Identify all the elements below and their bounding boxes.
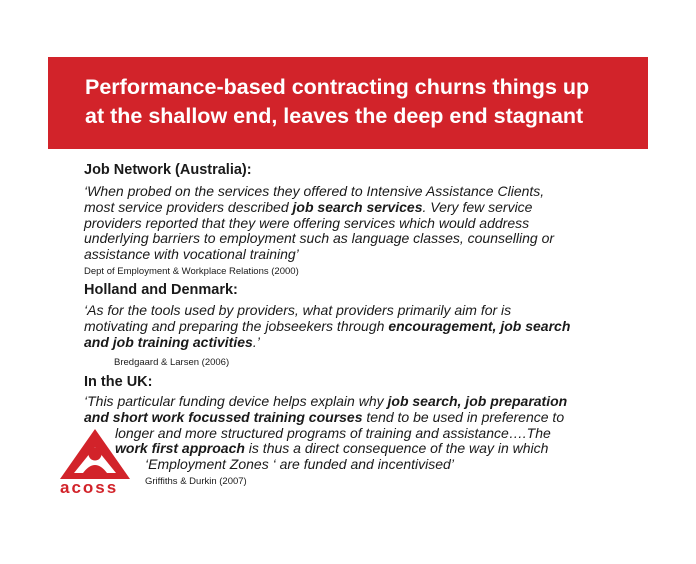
quote-line: assistance with vocational training’ <box>84 246 299 263</box>
citation-holland-denmark: Bredgaard & Larsen (2006) <box>114 357 230 368</box>
quote-australia <box>84 184 619 263</box>
quote-line: and short work focussed training courses tend to be used in preference to <box>84 408 565 425</box>
section-heading-australia: Job Network (Australia): <box>84 162 252 178</box>
citation-australia: Dept of Employment & Workplace Relations (2000) <box>84 266 299 277</box>
quote-line: underlying barriers to employment such as language classes, counselling or <box>84 230 555 247</box>
quote-uk <box>84 394 624 473</box>
quote-line: ‘Employment Zones ‘ are funded and incentivised’ <box>145 456 454 473</box>
acoss-logo-text: acoss <box>60 478 119 497</box>
quote-line: most service providers described job search services. Very few service <box>84 198 533 215</box>
quote-line: motivating and preparing the jobseekers through encouragement, job search <box>84 317 571 334</box>
quote-line: longer and more structured programs of training and assistance….The <box>115 424 551 441</box>
section-heading-uk: In the UK: <box>84 374 153 390</box>
section-heading-holland-denmark: Holland and Denmark: <box>84 282 238 298</box>
citation-uk: Griffiths & Durkin (2007) <box>145 476 247 487</box>
slide-title <box>85 73 630 131</box>
title-line: Performance-based contracting churns things up <box>85 75 590 99</box>
quote-line: and job training activities.’ <box>84 333 260 350</box>
quote-holland-denmark <box>84 303 619 350</box>
quote-line: work first approach is thus a direct consequence of the way in which <box>115 440 549 457</box>
quote-line: ‘When probed on the services they offered to Intensive Assistance Clients, <box>84 183 545 199</box>
title-line: at the shallow end, leaves the deep end stagnant <box>85 104 584 128</box>
quote-line: ‘This particular funding device helps explain why job search, job preparation <box>84 393 568 409</box>
quote-line: ‘As for the tools used by providers, what providers primarily aim for is <box>84 302 512 318</box>
quote-line: providers reported that they were offering services which would address <box>84 214 530 231</box>
